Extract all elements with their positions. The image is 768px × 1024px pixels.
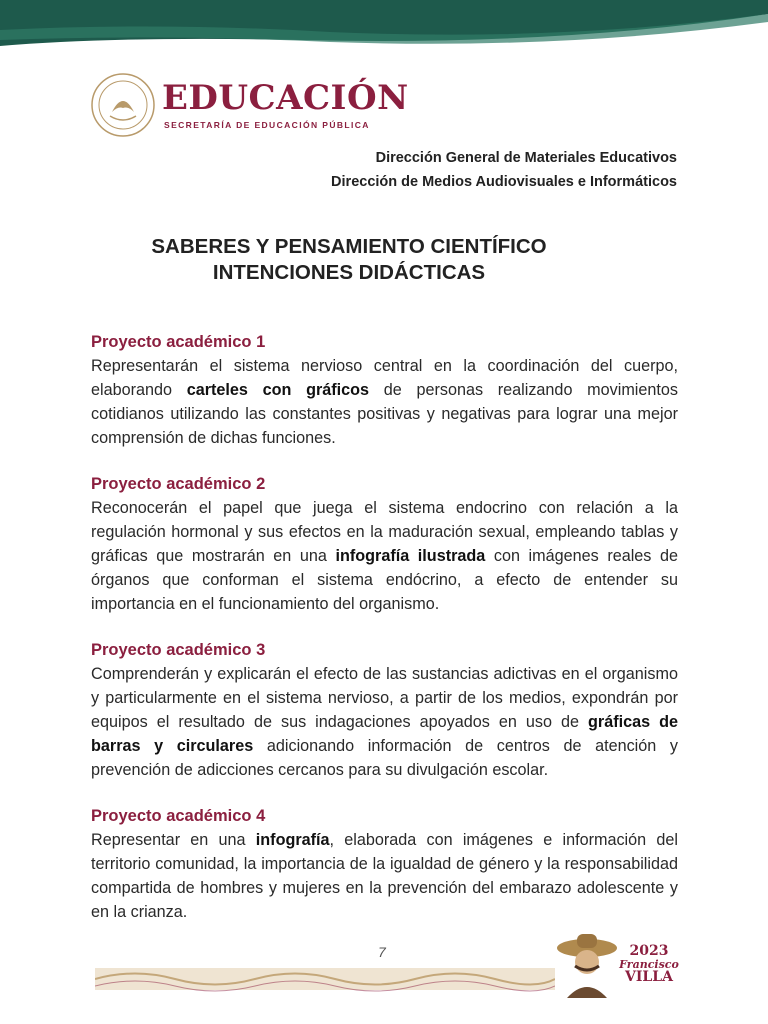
project-heading: Proyecto académico 3 (91, 641, 266, 659)
title-line-1: SABERES Y PENSAMIENTO CIENTÍFICO (151, 235, 547, 258)
badge-name: Francisco (619, 958, 679, 971)
document-title (0, 234, 698, 286)
project-highlight: infografía (255, 831, 330, 849)
project-3 (91, 638, 678, 782)
footer-decorative-band (95, 964, 555, 994)
top-decorative-band (0, 0, 768, 52)
project-4 (91, 804, 678, 924)
direction-line-2: Dirección de Medios Audiovisuales e Informáticos (331, 174, 677, 190)
project-description: Reconocerán el papel que juega el sistema endocrino con relación a la regulación hormonal y sus efectos en la maduración sexual, empleando tablas y gráficas que mostrarán en una infografía ilustrada con imágenes reales de órganos que conforman el sistema endócrino, a efecto de entender su importancia en el funcionamiento del organismo. (91, 499, 678, 613)
project-highlight: gráficas de barras y circulares (91, 713, 678, 755)
project-1 (91, 330, 678, 450)
project-2 (91, 472, 678, 616)
sep-logo (90, 72, 409, 138)
badge-year: 2023 (629, 943, 669, 959)
logo-subtitle: SECRETARÍA DE EDUCACIÓN PÚBLICA (164, 120, 370, 130)
project-description: Comprenderán y explicarán el efecto de las sustancias adictivas en el organismo y particularmente en el sistema nervioso, a partir de los medios, expondrán por equipos el resultado de sus indagaciones apoyados en uso de gráficas de barras y circulares adicionando información de centros de atención y prevención de adicciones cercanos para su divulgación escolar. (91, 665, 678, 779)
project-description: Representar en una infografía, elaborada con imágenes e información del territorio comunidad, la importancia de la igualdad de género y la responsabilidad compartida de hombres y mujeres en la prevención del embarazo adolescente y en la crianza. (91, 831, 678, 921)
title-line-2: INTENCIONES DIDÁCTICAS (212, 261, 486, 284)
logo-title: EDUCACIÓN (162, 78, 409, 118)
directions-block (331, 146, 677, 194)
project-heading: Proyecto académico 1 (91, 333, 266, 351)
project-description: Representarán el sistema nervioso central en la coordinación del cuerpo, elaborando carteles con gráficos de personas realizando movimientos cotidianos utilizando las constantes positivas y negativas para lograr una mejor comprensión de dichas funciones. (91, 357, 678, 447)
project-heading: Proyecto académico 4 (91, 807, 266, 825)
badge-surname: VILLA (625, 969, 673, 985)
project-highlight: carteles con gráficos (186, 381, 370, 399)
national-seal-icon (90, 72, 156, 138)
project-heading: Proyecto académico 2 (91, 475, 266, 493)
project-highlight: infografía ilustrada (335, 547, 486, 565)
direction-line-1: Dirección General de Materiales Educativos (375, 150, 677, 166)
page-number: 7 (378, 944, 386, 960)
projects-list (91, 330, 678, 946)
villa-badge-text (618, 945, 680, 984)
